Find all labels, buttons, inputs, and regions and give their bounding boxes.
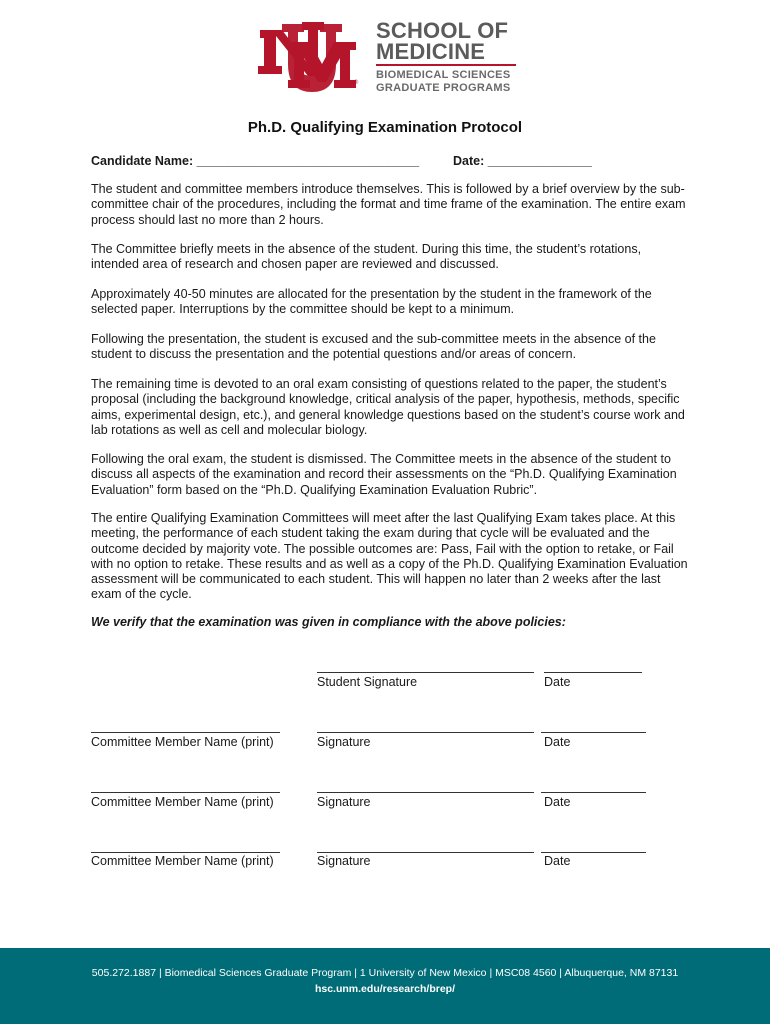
committee-name-line[interactable] bbox=[91, 852, 280, 853]
committee-signature-label: Signature bbox=[317, 854, 371, 868]
committee-date-label: Date bbox=[544, 735, 571, 749]
school-line-1: SCHOOL OF bbox=[376, 18, 509, 43]
paragraph-1: The student and committee members introduce themselves. This is followed by a brief overview by the sub-committee chair of the procedures, including the format and time frame of the examination. The entire exam process should last no more than 2 hours. bbox=[91, 182, 686, 227]
document-title: Ph.D. Qualifying Examination Protocol bbox=[247, 119, 523, 136]
header-logo bbox=[252, 18, 522, 98]
paragraph-6: Following the oral exam, the student is dismissed. The Committee meets in the absence of the student to discuss all aspects of the examination and record their assessments on the “Ph.D. Qualifying Examination Evaluation” form based on the “Ph.D. Qualifying Examination Evaluation Rubric”. bbox=[91, 452, 677, 497]
svg-text:®: ® bbox=[353, 79, 359, 86]
verification-statement: We verify that the examination was given in compliance with the above policies: bbox=[91, 615, 566, 629]
student-signature-label: Student Signature bbox=[317, 675, 418, 689]
committee-name-label: Committee Member Name (print) bbox=[91, 795, 274, 809]
candidate-name-field[interactable]: Candidate Name: ________________________________ bbox=[91, 154, 420, 168]
footer-website-link[interactable]: hsc.unm.edu/research/brep/ bbox=[314, 983, 456, 995]
committee-date-line[interactable] bbox=[541, 732, 646, 733]
unm-logo-icon bbox=[252, 18, 364, 98]
committee-date-label: Date bbox=[544, 795, 571, 809]
committee-name-line[interactable] bbox=[91, 792, 280, 793]
program-line-1: BIOMEDICAL SCIENCES bbox=[376, 69, 511, 81]
paragraph-5: The remaining time is devoted to an oral exam consisting of questions related to the paper, the student’s proposal (including the background knowledge, critical analysis of the paper, hypothesis, methods, specific aims, experimental design, etc.), and general knowledge questions based on the student’s course work and lab rotations as well as cell and molecular biology. bbox=[91, 377, 685, 437]
program-name bbox=[376, 69, 510, 95]
footer-contact: 505.272.1887 | Biomedical Sciences Graduate Program | 1 University of New Mexico | MSC08 4560 | Albuquerque, NM 87131 bbox=[91, 967, 679, 979]
date-field[interactable]: Date: _______________ bbox=[453, 154, 593, 168]
program-line-2: GRADUATE PROGRAMS bbox=[376, 82, 511, 94]
committee-name-label: Committee Member Name (print) bbox=[91, 735, 274, 749]
committee-name-label: Committee Member Name (print) bbox=[91, 854, 274, 868]
paragraph-2: The Committee briefly meets in the absence of the student. During this time, the student’s rotations, intended area of research and chosen paper are reviewed and discussed. bbox=[91, 242, 642, 272]
paragraph-4: Following the presentation, the student is excused and the sub-committee meets in the absence of the student to discuss the presentation and the potential questions and/or areas of concern. bbox=[91, 332, 656, 362]
committee-date-line[interactable] bbox=[541, 852, 646, 853]
student-date-label: Date bbox=[544, 675, 571, 689]
committee-signature-label: Signature bbox=[317, 795, 371, 809]
committee-date-label: Date bbox=[544, 854, 571, 868]
committee-date-line[interactable] bbox=[541, 792, 646, 793]
paragraph-7: The entire Qualifying Examination Committees will meet after the last Qualifying Exam takes place. At this meeting, the performance of each student taking the exam during that cycle will be evaluated and the outcome decided by majority vote. The possible outcomes are: Pass, Fail with the option to retake, or Fail with no option to retake. These results and as well as a copy of the Ph.D. Qualifying Examination Evaluation assessment will be communicated to each student. This will happen no later than 2 weeks after the last exam of the cycle. bbox=[91, 511, 688, 602]
student-date-line[interactable] bbox=[544, 672, 642, 673]
committee-name-line[interactable] bbox=[91, 732, 280, 733]
committee-signature-line[interactable] bbox=[317, 792, 534, 793]
school-name bbox=[376, 20, 508, 62]
paragraph-3: Approximately 40-50 minutes are allocated for the presentation by the student in the framework of the selected paper. Interruptions by the committee should be kept to a minimum. bbox=[91, 287, 652, 317]
school-line-2: MEDICINE bbox=[376, 39, 486, 64]
committee-signature-line[interactable] bbox=[317, 852, 534, 853]
student-signature-line[interactable] bbox=[317, 672, 534, 673]
committee-signature-label: Signature bbox=[317, 735, 371, 749]
header-rule bbox=[376, 64, 516, 66]
footer-band bbox=[0, 948, 770, 1024]
committee-signature-line[interactable] bbox=[317, 732, 534, 733]
